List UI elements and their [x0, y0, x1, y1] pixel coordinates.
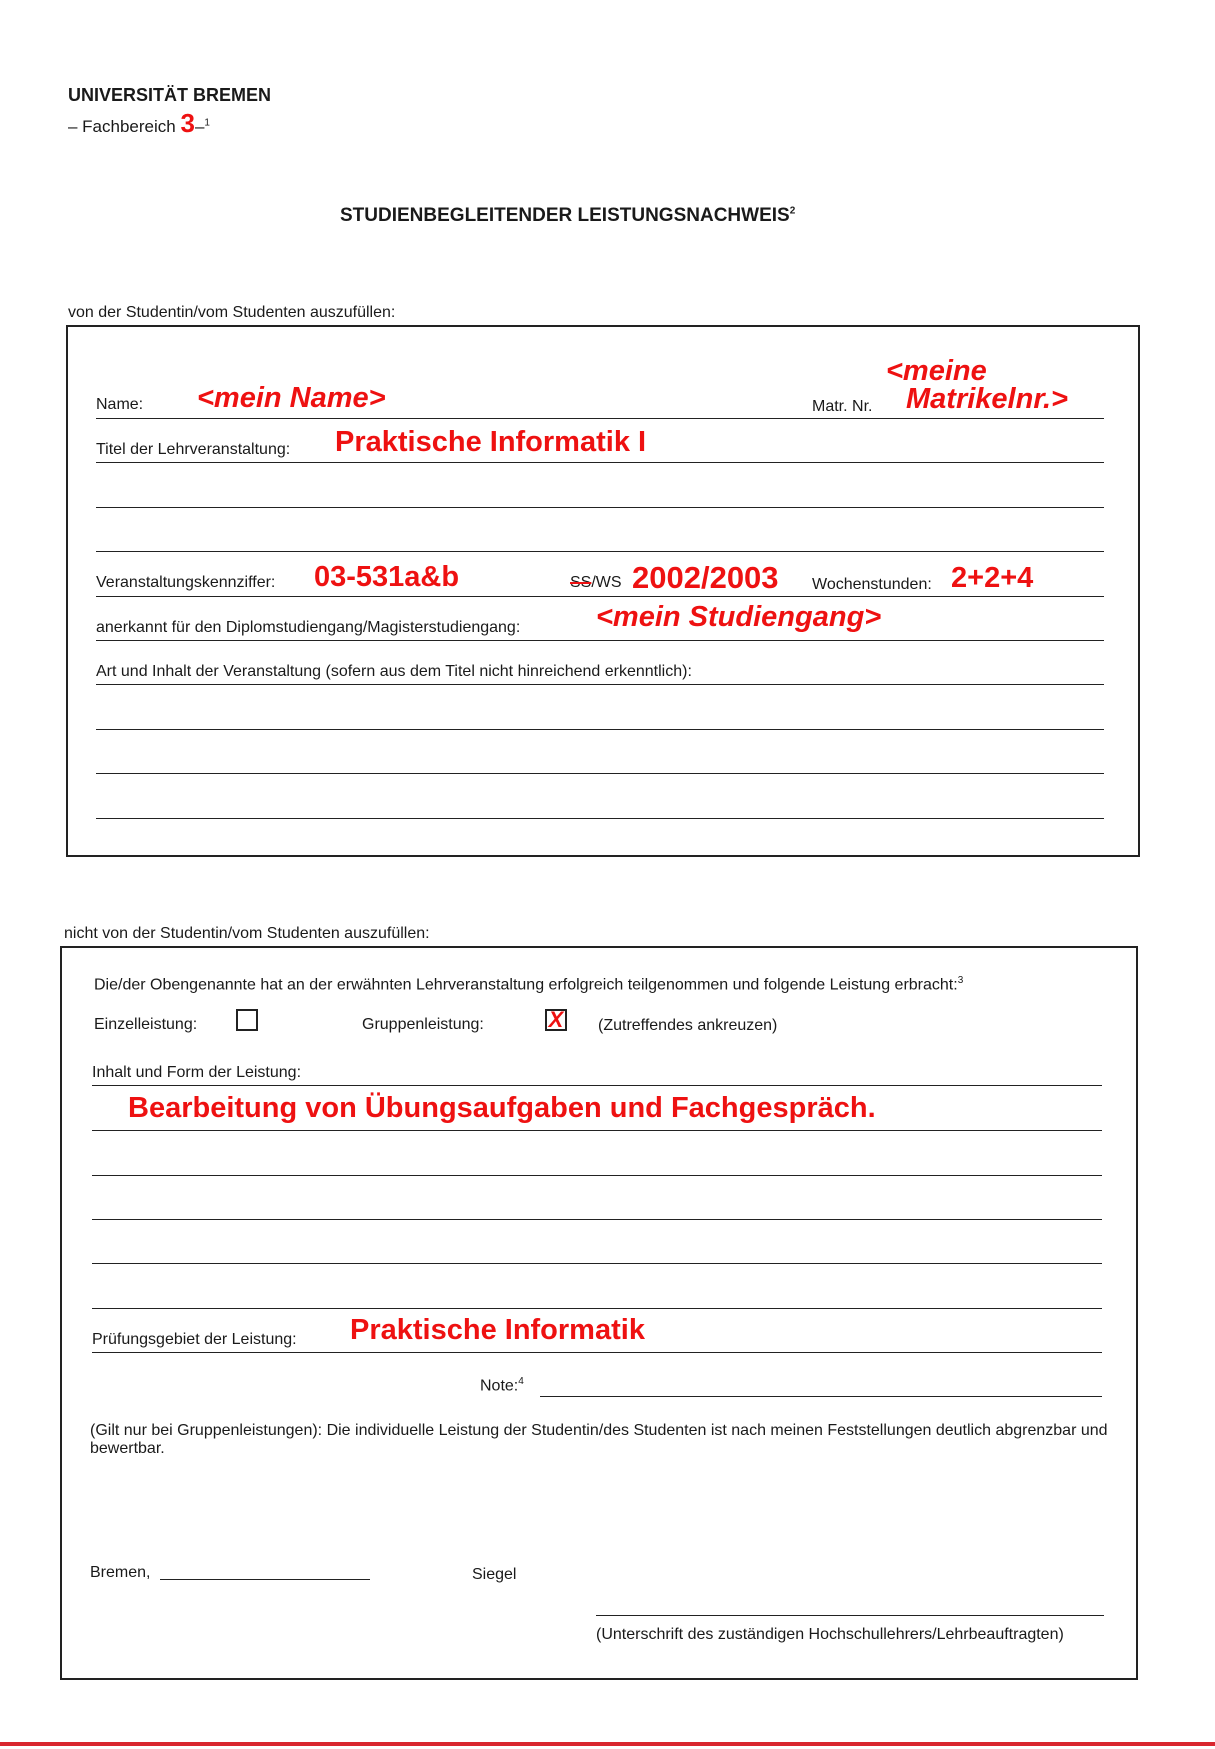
check-hint: (Zutreffendes ankreuzen): [598, 1017, 778, 1034]
signature-line[interactable]: [596, 1615, 1104, 1616]
bottom-rule: [0, 1742, 1215, 1746]
hours-value[interactable]: 2+2+4: [951, 562, 1034, 594]
content-form-line-3: [92, 1175, 1102, 1176]
department-line: [68, 110, 210, 136]
program-label: anerkannt für den Diplomstudiengang/Magisterstudiengang:: [96, 619, 521, 636]
course-code-value[interactable]: 03-531a&b: [314, 561, 460, 593]
program-value[interactable]: <mein Studiengang>: [596, 601, 882, 633]
exam-area-value[interactable]: Praktische Informatik: [350, 1314, 645, 1346]
content-form-line-6: [92, 1308, 1102, 1309]
content-form-value[interactable]: Bearbeitung von Übungsaufgaben und Fachgespräch.: [128, 1092, 876, 1124]
name-label: Name:: [96, 396, 144, 413]
footnote-1: 1: [204, 117, 210, 129]
content-line-4: [96, 818, 1104, 819]
individual-label: Einzelleistung:: [94, 1016, 198, 1033]
course-code-line: [96, 596, 1104, 597]
signature-caption: (Unterschrift des zuständigen Hochschullehrers/Lehrbeauftragten): [596, 1626, 1064, 1643]
course-title-label: Titel der Lehrveranstaltung:: [96, 441, 291, 458]
semester-label: [570, 575, 622, 591]
content-label: Art und Inhalt der Veranstaltung (sofern aus dem Titel nicht hinreichend erkenntlich):: [96, 663, 692, 680]
group-checkbox[interactable]: [545, 1009, 567, 1031]
program-line: [96, 640, 1104, 641]
department-prefix: – Fachbereich: [68, 117, 176, 136]
content-form-line-1: [92, 1085, 1102, 1086]
statement-body: Die/der Obengenannte hat an der erwähnten Lehrveranstaltung erfolgreich teilgenommen und folgende Leistung erbracht:: [94, 976, 958, 994]
title-footnote: 2: [789, 205, 796, 217]
group-label: Gruppenleistung:: [362, 1016, 484, 1033]
group-check-mark: X: [548, 1007, 564, 1032]
course-code-label: Veranstaltungskennziffer:: [96, 574, 276, 591]
course-title-line-2: [96, 507, 1104, 508]
semester-label-text: /WS: [591, 574, 622, 591]
page-title: [340, 206, 795, 225]
exam-area-label: Prüfungsgebiet der Leistung:: [92, 1331, 297, 1348]
grade-label-text: Note:: [480, 1377, 519, 1395]
content-form-line-2: [92, 1130, 1102, 1131]
content-line-2: [96, 729, 1104, 730]
statement-text: [94, 976, 963, 993]
exam-area-line: [92, 1352, 1102, 1353]
matr-value-line1[interactable]: <meine: [886, 355, 987, 387]
name-value[interactable]: <mein Name>: [197, 382, 386, 414]
content-line-3: [96, 773, 1104, 774]
section1-caption: von der Studentin/vom Studenten auszufüllen:: [68, 304, 396, 321]
university-name: UNIVERSITÄT BREMEN: [68, 85, 272, 105]
lecturer-section-box: [60, 946, 1138, 1680]
semester-struck: SS: [570, 574, 592, 591]
hours-label: Wochenstunden:: [812, 576, 932, 593]
course-title-line-3: [96, 551, 1104, 552]
grade-label: [480, 1377, 524, 1394]
grade-footnote: 4: [518, 1376, 524, 1387]
content-line-1: [96, 684, 1104, 685]
matr-value-line2[interactable]: Matrikelnr.>: [906, 383, 1068, 415]
content-form-line-4: [92, 1219, 1102, 1220]
city-label: Bremen,: [90, 1564, 151, 1581]
date-line[interactable]: [160, 1579, 370, 1580]
seal-label: Siegel: [472, 1566, 517, 1583]
section2-caption: nicht von der Studentin/vom Studenten auszufüllen:: [64, 925, 430, 942]
course-title-value[interactable]: Praktische Informatik I: [335, 426, 647, 458]
content-form-label: Inhalt und Form der Leistung:: [92, 1064, 302, 1081]
page-title-text: STUDIENBEGLEITENDER LEISTUNGSNACHWEIS: [340, 205, 790, 226]
statement-footnote: 3: [957, 975, 964, 986]
department-suffix: –: [194, 117, 205, 136]
department-number: 3: [180, 108, 195, 138]
individual-checkbox[interactable]: [236, 1009, 258, 1031]
content-form-line-5: [92, 1263, 1102, 1264]
group-note: (Gilt nur bei Gruppenleistungen): Die individuelle Leistung der Studentin/des Studenten ist nach meinen Feststellungen deutlich abgrenzbar und bewertbar.: [90, 1422, 1108, 1457]
semester-value[interactable]: 2002/2003: [632, 560, 779, 595]
course-title-line: [96, 462, 1104, 463]
name-line: [96, 418, 1104, 419]
grade-line[interactable]: [540, 1396, 1102, 1397]
matr-label: Matr. Nr.: [812, 398, 873, 415]
